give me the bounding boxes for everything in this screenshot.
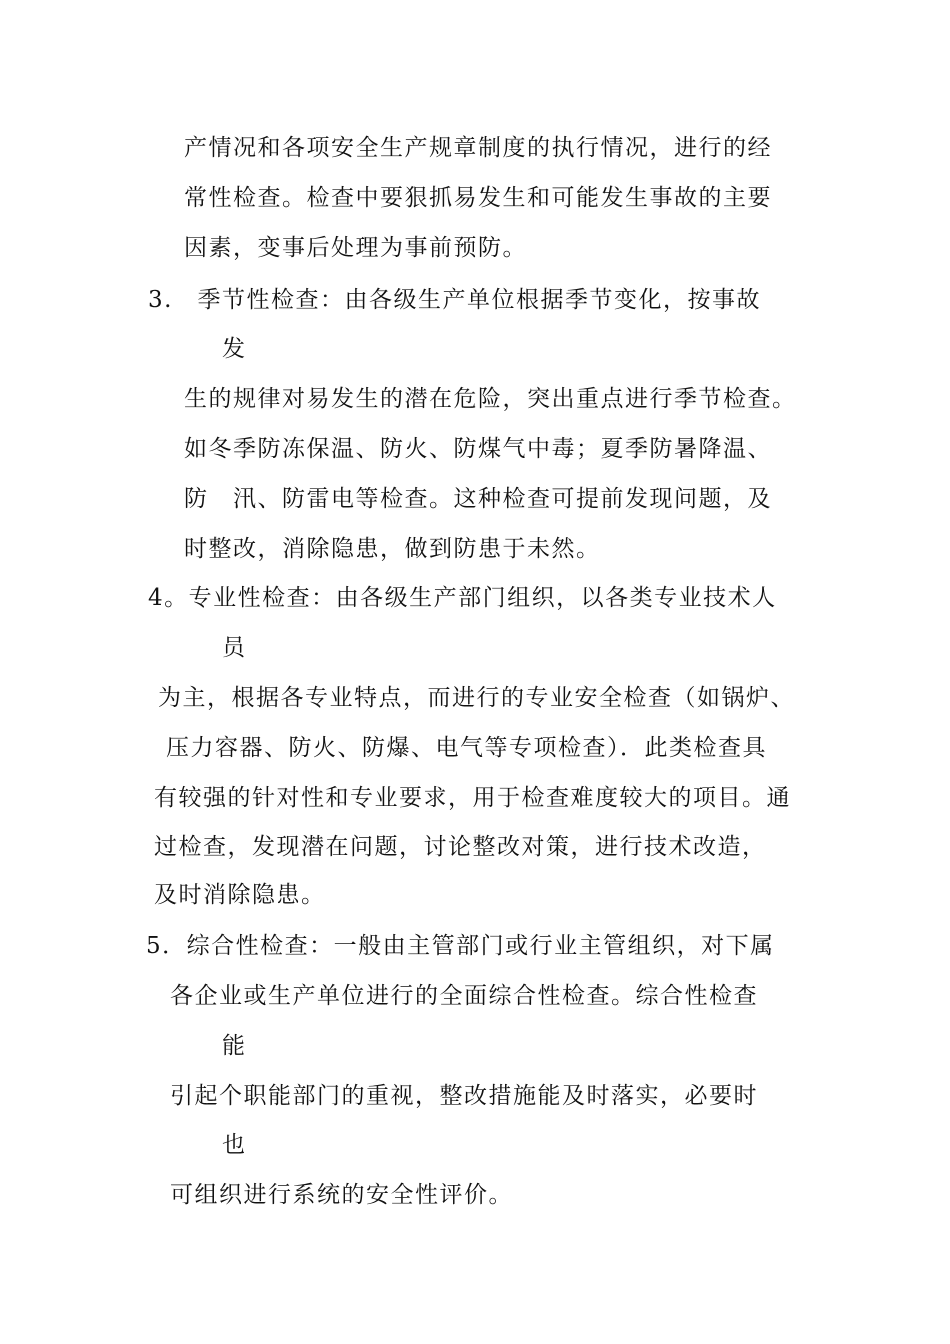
text-line: 过检查，发现潜在问题，讨论整改对策，进行技术改造，: [154, 834, 767, 860]
text-line: 各企业或生产单位进行的全面综合性检查。综合性检查: [170, 983, 758, 1009]
text-line: 为主，根据各专业特点，而进行的专业安全检查（如锅炉、: [158, 685, 795, 711]
text-line: 可组织进行系统的安全性评价。: [170, 1182, 513, 1208]
text-line: 有较强的针对性和专业要求，用于检查难度较大的项目。通: [154, 785, 791, 811]
text-line: 如冬季防冻保温、防火、防煤气中毒；夏季防暑降温、: [184, 436, 772, 462]
text-line: 常性检查。检查中要狠抓易发生和可能发生事故的主要: [184, 185, 772, 211]
text-line: 3. 季节性检查：由各级生产单位根据季节变化，按事故: [148, 287, 761, 313]
text-line: 也: [222, 1132, 247, 1158]
text-line: 引起个职能部门的重视，整改措施能及时落实，必要时: [170, 1083, 758, 1109]
text-line: 因素，变事后处理为事前预防。: [184, 235, 527, 261]
text-line: 压力容器、防火、防爆、电气等专项检查）．此类检查具: [166, 735, 767, 761]
text-line: 及时消除隐患。: [154, 882, 326, 908]
text-line: 发: [222, 336, 247, 362]
text-line: 时整改，消除隐患，做到防患于未然。: [184, 536, 601, 562]
text-line: 生的规律对易发生的潜在危险，突出重点进行季节检查。: [184, 386, 797, 412]
text-line: 5．综合性检查：一般由主管部门或行业主管组织，对下属: [146, 933, 775, 959]
text-line: 4。专业性检查：由各级生产部门组织，以各类专业技术人: [148, 585, 777, 611]
text-line: 员: [222, 635, 247, 661]
text-line: 防 汛、防雷电等检查。这种检查可提前发现问题，及: [184, 486, 772, 512]
text-line: 产情况和各项安全生产规章制度的执行情况，进行的经: [184, 135, 772, 161]
text-line: 能: [222, 1033, 247, 1059]
